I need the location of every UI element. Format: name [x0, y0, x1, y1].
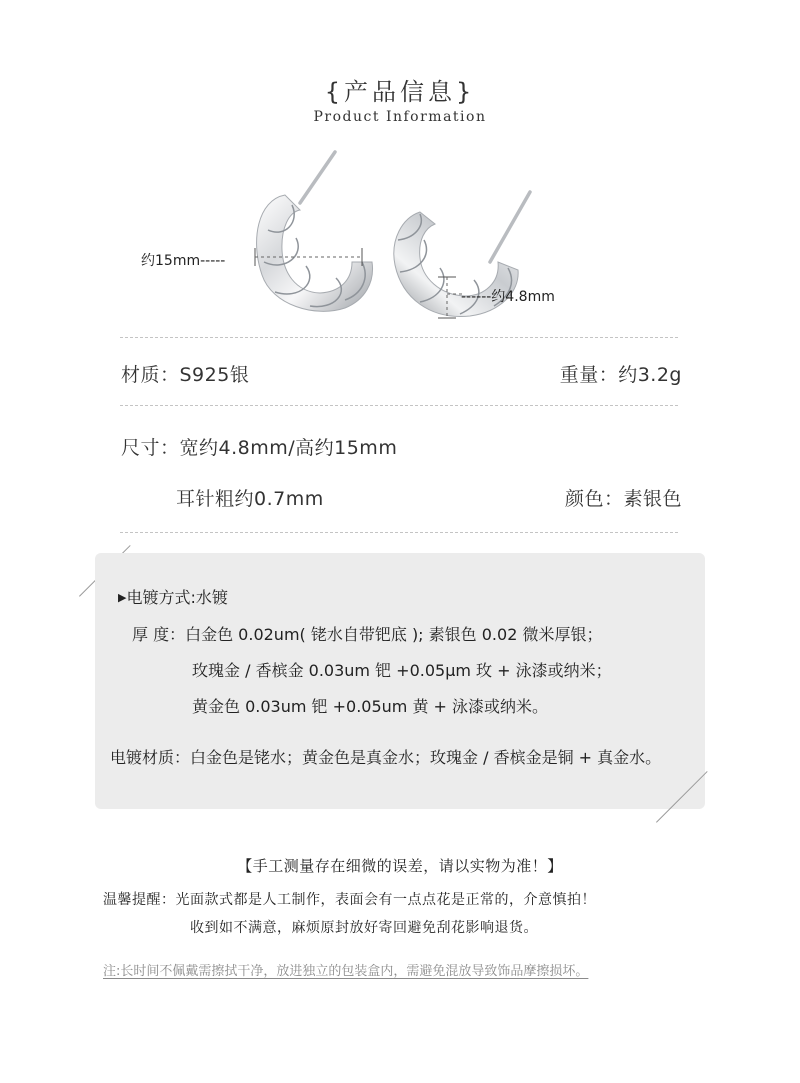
thickness-dimension-label: ------约4.8mm [461, 289, 555, 305]
material-spec: 材质：S925银 [121, 364, 250, 386]
reminder-text: 收到如不满意，麻烦原封放好寄回避免刮花影响退货。 [190, 920, 538, 936]
earring-product-image [0, 140, 800, 340]
width-dimension-label: 约15mm----- [141, 253, 226, 269]
plating-thickness-line: 厚 度：白金色 0.02um( 铑水自带钯底 ); 素银色 0.02 微米厚银； [132, 625, 603, 644]
reminder-text: 温馨提醒：光面款式都是人工制作，表面会有一点点花是正常的，介意慎拍！ [103, 892, 596, 908]
section-title: {产品信息} [324, 78, 476, 106]
care-note: 注:长时间不佩戴需擦拭干净，放进独立的包装盒内，需避免混放导致饰品摩擦损坏。 [103, 964, 589, 979]
triangle-bullet-icon: ▶ [118, 591, 127, 604]
plating-thickness-line: 黄金色 0.03um 钯 +0.05um 黄 + 泳漆或纳米。 [192, 697, 549, 716]
plating-material: 电镀材质：白金色是铑水；黄金色是真金水；玫瑰金 / 香槟金是铜 + 真金水。 [110, 748, 662, 767]
section-subtitle: Product Information [313, 109, 487, 125]
color-spec: 颜色：素银色 [564, 488, 682, 510]
left-earring [255, 152, 373, 311]
plating-method: ▶电镀方式:水镀 [118, 588, 228, 607]
measurement-notice: 【手工测量存在细微的误差，请以实物为准！】 [237, 857, 563, 875]
size-spec: 尺寸：宽约4.8mm/高约15mm [121, 437, 398, 459]
plating-thickness-line: 玫瑰金 / 香槟金 0.03um 钯 +0.05μm 玫 + 泳漆或纳米； [192, 661, 612, 680]
divider [120, 337, 678, 338]
divider [120, 532, 678, 533]
weight-spec: 重量：约3.2g [559, 364, 682, 386]
divider [120, 405, 678, 406]
pin-spec: 耳针粗约0.7mm [176, 488, 324, 510]
